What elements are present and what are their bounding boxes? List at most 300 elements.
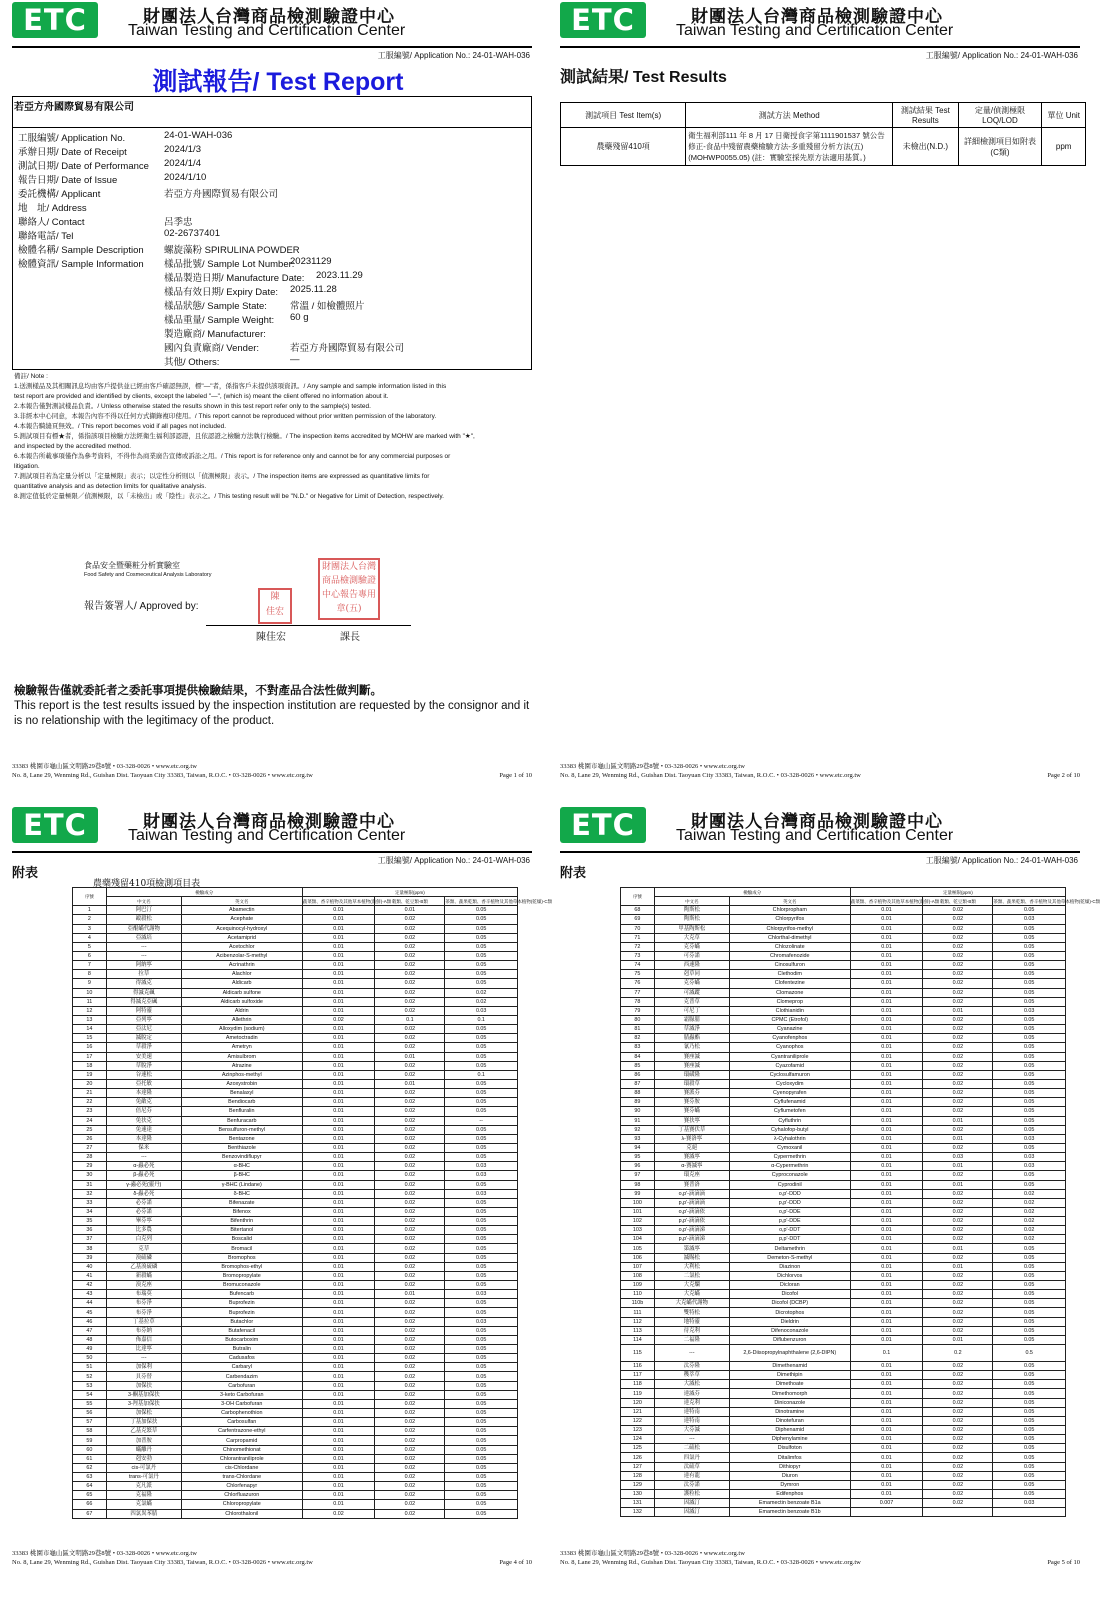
table-row	[621, 997, 1066, 1006]
col-name-en: 英文名	[181, 897, 302, 906]
table-row	[621, 1134, 1066, 1143]
sample-info-value: 2023.11.29	[316, 270, 363, 281]
cell-limit-a: 0.01	[850, 951, 923, 960]
cell-name-en: Aldicarb sulfone	[181, 988, 302, 997]
cell-limit-c: 0.03	[445, 1317, 518, 1326]
cell-limit-a: 0.01	[850, 933, 923, 942]
cell-limit-c: 0.03	[993, 1153, 1066, 1162]
cell-name-cn: 丁基賽伏草	[654, 1125, 729, 1134]
cell-name-cn: 汰硫草	[654, 1462, 729, 1471]
cell-limit-c: 0.05	[993, 1253, 1066, 1262]
cell-name-cn: 二硫松	[654, 1444, 729, 1453]
cell-limit-b: 0.02	[375, 1317, 445, 1326]
header-divider	[12, 46, 532, 48]
table-row	[73, 997, 518, 1006]
cell-limit-c: 0.05	[993, 1462, 1066, 1471]
table-row	[621, 1180, 1066, 1189]
cell-limit-a: 0.01	[850, 1308, 923, 1317]
cell-limit-a: 0.01	[850, 1380, 923, 1389]
table-row	[73, 1244, 518, 1253]
cell-name-cn: 甲基陶斯松	[654, 924, 729, 933]
cell-name-en: Dimethenamid	[729, 1362, 850, 1371]
cell-limit-b: 0.02	[375, 1253, 445, 1262]
cell-limit-c: 0.1	[445, 1070, 518, 1079]
cell-seq: 11	[73, 997, 107, 1006]
cell-limit-a: 0.01	[302, 1107, 375, 1116]
table-row	[73, 1445, 518, 1454]
cell-seq: 119	[621, 1389, 655, 1398]
cell-name-cn: p,p'-滴滴涕	[654, 1235, 729, 1244]
cell-seq: 52	[73, 1372, 107, 1381]
cell-limit-b: 0.02	[375, 1180, 445, 1189]
col-name-cn: 中文名	[654, 897, 729, 906]
cell-name-cn: 加保松	[106, 1409, 181, 1418]
cell-seq: 126	[621, 1453, 655, 1462]
page-header	[556, 805, 1096, 855]
signer-seal: 陳 佳宏	[258, 588, 292, 624]
cell-name-cn: 克芬蟎	[654, 942, 729, 951]
report-page-1	[8, 0, 548, 800]
report-title: 測試報告/ Test Report	[152, 68, 404, 96]
cell-name-cn: 丁基拉草	[106, 1317, 181, 1326]
cell-limit-a: 0.01	[302, 1180, 375, 1189]
cell-limit-c: 0.05	[445, 1061, 518, 1070]
cell-limit-b: 0.02	[375, 1445, 445, 1454]
table-row	[73, 915, 518, 924]
cell-seq: 63	[73, 1473, 107, 1482]
note-line: 1.送測樣品及其相關訊息均由客戶提供並已經由客戶確認無誤，標"—"者，係指客戶未提供該項資訊。/ Any sample and sample information listed in this	[14, 383, 447, 390]
table-row	[73, 1089, 518, 1098]
cell-seq: 42	[73, 1281, 107, 1290]
header-divider	[560, 46, 1080, 48]
cell-name-cn: γ-蟲必死(靈丹)	[106, 1180, 181, 1189]
table-header-row	[73, 888, 518, 897]
cell-seq: 17	[73, 1052, 107, 1061]
cell-limit-a: 0.01	[850, 1034, 923, 1043]
cell-limit-a: 0.01	[850, 1143, 923, 1152]
cell-limit-b: 0.02	[375, 1006, 445, 1015]
cell-limit-a: 0.01	[302, 1482, 375, 1491]
col-limit: 定量極限(ppm)	[302, 888, 517, 897]
cell-name-cn: 因滅汀	[654, 1499, 729, 1508]
cell-limit-a: 0.01	[302, 1454, 375, 1463]
cell-limit-a: 0.01	[302, 1143, 375, 1152]
cell-name-en: 3-OH Carbofuran	[181, 1399, 302, 1408]
table-row	[73, 1418, 518, 1427]
cell-limit-c: 0.03	[993, 915, 1066, 924]
table-row	[73, 924, 518, 933]
cell-limit-a: 0.01	[302, 1034, 375, 1043]
application-number	[378, 50, 530, 61]
cell-name-cn: 乙基溴硫磷	[106, 1262, 181, 1271]
cell-seq: 107	[621, 1262, 655, 1271]
cell-limit-c: 0.05	[993, 1171, 1066, 1180]
cell-seq: 110	[621, 1290, 655, 1299]
cell-seq: 15	[73, 1034, 107, 1043]
cell-limit-a: 0.01	[302, 1226, 375, 1235]
table-row	[621, 1335, 1066, 1344]
cell-limit-b: 0.02	[923, 970, 993, 979]
cell-limit-c: 0.05	[993, 1362, 1066, 1371]
cell-limit-b: 0.02	[923, 1462, 993, 1471]
cell-seq: 28	[73, 1153, 107, 1162]
table-row	[621, 1034, 1066, 1043]
cell-seq: 80	[621, 1015, 655, 1024]
cell-limit-a: 0.01	[302, 1244, 375, 1253]
table-row	[561, 128, 1086, 166]
cell-seq: 122	[621, 1416, 655, 1425]
cell-seq: 88	[621, 1089, 655, 1098]
org-name-en: Taiwan Testing and Certification Center	[676, 22, 954, 39]
table-row	[621, 1070, 1066, 1079]
cell-limit-a: 0.01	[302, 1207, 375, 1216]
cell-name-en: 2,6-Diisopropylnaphthalene (2,6-DIPN)	[729, 1345, 850, 1362]
cell-limit-b: 0.02	[375, 1281, 445, 1290]
table-row	[621, 1308, 1066, 1317]
cell-limit-a: 0.01	[850, 1162, 923, 1171]
cell-name-en: Ametryn	[181, 1043, 302, 1052]
cell-limit-c: 0.05	[445, 1299, 518, 1308]
cell-name-cn: 免扶克	[106, 1116, 181, 1125]
cell-seq: 13	[73, 1015, 107, 1024]
cell-limit-c: 0.05	[445, 1354, 518, 1363]
cell-name-cn: 達有龍	[654, 1471, 729, 1480]
cell-limit-b: 0.02	[375, 961, 445, 970]
cell-name-cn: 護粒松	[654, 1490, 729, 1499]
table-row	[621, 1435, 1066, 1444]
cell-limit-c: 0.05	[445, 1217, 518, 1226]
app-no: 24-01-WAH-036	[472, 856, 530, 865]
cell-limit-a: 0.01	[302, 1098, 375, 1107]
cell-limit-a: 0.01	[302, 1299, 375, 1308]
cell-limit-c: 0.05	[993, 1025, 1066, 1034]
cell-limit-a: 0.01	[302, 1235, 375, 1244]
cell-name-cn: 亞托敏	[106, 1079, 181, 1088]
table-row	[621, 1116, 1066, 1125]
table-row	[621, 1143, 1066, 1152]
cell-name-cn: o,p'-滴滴滴	[654, 1189, 729, 1198]
cell-limit-a: 0.01	[850, 1326, 923, 1335]
field-label: 承辦日期/ Date of Receipt	[18, 147, 127, 158]
cell-limit-c: 0.05	[993, 1407, 1066, 1416]
cell-limit-a: 0.01	[850, 1125, 923, 1134]
cell-name-cn: 可尼丁	[654, 1006, 729, 1015]
cell-seq: 24	[73, 1116, 107, 1125]
field-value: 2024/1/3	[164, 144, 201, 155]
cell-seq: 75	[621, 970, 655, 979]
cell-limit-a: 0.01	[302, 1317, 375, 1326]
cell-limit-a: 0.01	[302, 1372, 375, 1381]
cell-limit-a: 0.01	[850, 1098, 923, 1107]
cell-limit-a: 0.01	[850, 1290, 923, 1299]
cell-limit-c: 0.03	[445, 1162, 518, 1171]
cell-limit-c: 0.05	[993, 1335, 1066, 1344]
cell-limit-a: 0.01	[850, 1299, 923, 1308]
cell-limit-a: 0.01	[302, 1463, 375, 1472]
cell-limit-c: 0.05	[445, 933, 518, 942]
cell-limit-b: 0.02	[375, 988, 445, 997]
cell-seq: 23	[73, 1107, 107, 1116]
cell-limit-a: 0.01	[850, 1079, 923, 1088]
cell-limit-b: 0.02	[375, 1061, 445, 1070]
cell-name-cn: ---	[106, 1354, 181, 1363]
cell-name-cn: 達克利	[654, 1398, 729, 1407]
cell-name-cn: 雙特松	[654, 1308, 729, 1317]
table-row	[621, 1162, 1066, 1171]
approved-by: 報告簽署人/ Approved by:	[84, 601, 199, 612]
header-divider	[12, 851, 532, 853]
cell-limit-b: 0.02	[375, 1482, 445, 1491]
cell-seq: 50	[73, 1354, 107, 1363]
table-row	[73, 1281, 518, 1290]
app-label: 工服編號/ Application No.:	[377, 856, 471, 865]
footer-address-en: No. 8, Lane 29, Wenming Rd., Guishan Dist. Taoyuan City 33383, Taiwan, R.O.C. • 03-328-0026 • www.etc.org.tw	[12, 772, 313, 779]
cell-limit-a: 0.01	[302, 1363, 375, 1372]
table-row	[621, 1380, 1066, 1389]
cell-limit-c: 0.05	[993, 951, 1066, 960]
cell-name-en: Carbofuran	[181, 1381, 302, 1390]
cell-seq: 98	[621, 1180, 655, 1189]
sample-info-value: 20231129	[290, 256, 332, 267]
cell-name-en: Clomazone	[729, 988, 850, 997]
cell-limit-b: 0.02	[375, 1162, 445, 1171]
cell-limit-c: 0.05	[993, 1061, 1066, 1070]
cell-limit-c: 0.05	[445, 1134, 518, 1143]
table-row	[621, 961, 1066, 970]
cell-seq: 33	[73, 1198, 107, 1207]
cell-name-en: Benalaxyl	[181, 1089, 302, 1098]
cell-name-en: Carbaryl	[181, 1363, 302, 1372]
cell-limit-c: 0.05	[993, 906, 1066, 915]
cell-seq: 21	[73, 1089, 107, 1098]
table-row	[73, 1217, 518, 1226]
cell-limit-a: 0.01	[850, 1198, 923, 1207]
cell-limit-b: 0.02	[923, 1416, 993, 1425]
cell-name-cn: 本達隆	[106, 1134, 181, 1143]
cell-limit-c: 0.05	[445, 1153, 518, 1162]
cell-limit-c: 0.05	[993, 1107, 1066, 1116]
cell-limit-a: 0.01	[850, 1490, 923, 1499]
cell-limit-b: 0.02	[923, 1281, 993, 1290]
cell-seq: 94	[621, 1143, 655, 1152]
cell-name-en: Buprofezin	[181, 1308, 302, 1317]
cell-limit-b: 0.02	[923, 1480, 993, 1489]
cell-seq: 8	[73, 970, 107, 979]
org-name-cn: 財團法人台灣商品檢測驗證中心	[143, 812, 395, 832]
cell-limit-a: 0.01	[850, 1171, 923, 1180]
field-value: 呂季忠	[164, 217, 193, 228]
cell-name-en: Diazinon	[729, 1262, 850, 1271]
cell-limit-c: 0.1	[445, 1015, 518, 1024]
cell-limit-b: 0.01	[923, 1134, 993, 1143]
cell-limit-b: 0.1	[375, 1015, 445, 1024]
cell-limit-a: 0.01	[850, 1006, 923, 1015]
cell-limit-a: 0.01	[302, 1308, 375, 1317]
cell-limit-c: 0.05	[993, 1416, 1066, 1425]
application-number	[378, 855, 530, 866]
cell-limit-b: 0.02	[375, 1454, 445, 1463]
cell-limit-a: 0.02	[302, 1509, 375, 1518]
cell-name-en: Bifenazate	[181, 1198, 302, 1207]
cell-limit-c: 0.05	[993, 979, 1066, 988]
cell-name-cn: ---	[654, 1435, 729, 1444]
cell-limit-a: 0.01	[850, 1389, 923, 1398]
cell-limit-a: 0.01	[302, 970, 375, 979]
cell-limit-a: 0.01	[850, 1407, 923, 1416]
page-footer	[560, 762, 1080, 780]
cell-limit-b: 0.02	[923, 1061, 993, 1070]
cell-limit-a: 0.01	[850, 961, 923, 970]
cell-limit-b: 0.02	[375, 1381, 445, 1390]
cell-name-en: Aldicarb	[181, 979, 302, 988]
cell-limit-a: 0.01	[850, 997, 923, 1006]
notes	[14, 372, 534, 502]
cell-seq: 37	[73, 1235, 107, 1244]
cell-limit-a: 0.01	[850, 988, 923, 997]
cell-name-en: Dymron	[729, 1480, 850, 1489]
cell-seq: 56	[73, 1409, 107, 1418]
cell-limit-b: 0.02	[923, 1362, 993, 1371]
app-label: 工服編號/ Application No.:	[925, 51, 1019, 60]
cell-limit-a: 0.01	[850, 942, 923, 951]
cell-name-en: Chlorpyrifos-methyl	[729, 924, 850, 933]
cell-seq: 16	[73, 1043, 107, 1052]
cell-limit-c: 0.05	[993, 1070, 1066, 1079]
cell-name-cn: 賽派芬	[654, 1089, 729, 1098]
table-row	[621, 1253, 1066, 1262]
table-row	[621, 1490, 1066, 1499]
field-value: 02-26737401	[164, 228, 220, 239]
cell-seq: 10	[73, 988, 107, 997]
cell-limit-b: 0.02	[375, 1399, 445, 1408]
cell-name-en: Diniconazole	[729, 1398, 850, 1407]
cell-seq: 32	[73, 1189, 107, 1198]
cell-name-en: Acibenzolar-S-methyl	[181, 951, 302, 960]
cell-name-cn: 四氯丹	[654, 1453, 729, 1462]
cell-name-cn: 畢芬寧	[106, 1217, 181, 1226]
cell-limit-c: 0.05	[445, 1454, 518, 1463]
etc-logo: ETC	[12, 2, 98, 38]
cell-limit-b: 0.02	[375, 1235, 445, 1244]
cell-limit-a: 0.01	[850, 1398, 923, 1407]
cell-limit-a: 0.01	[850, 1061, 923, 1070]
cell-limit-c: 0.05	[993, 1380, 1066, 1389]
cell-name-en: Cyanophos	[729, 1043, 850, 1052]
cell-limit-b: 0.02	[375, 924, 445, 933]
cell-limit-a: 0.01	[302, 1061, 375, 1070]
cell-unit: ppm	[1042, 128, 1086, 166]
col-name-en: 英文名	[729, 897, 850, 906]
cell-limit-b: 0.02	[923, 1089, 993, 1098]
table-row	[73, 1427, 518, 1436]
cell-name-en: Edifenphos	[729, 1490, 850, 1499]
table-row	[73, 1271, 518, 1280]
cell-limit-b: 0.02	[923, 1171, 993, 1180]
cell-limit-a: 0.01	[850, 1015, 923, 1024]
cell-limit-b: 0.02	[375, 1125, 445, 1134]
table-row	[621, 1262, 1066, 1271]
cell-limit-b: 0.02	[375, 1098, 445, 1107]
table-row	[73, 979, 518, 988]
cell-name-cn: 滅賜松	[654, 1253, 729, 1262]
cell-name-en: α-Cypermethrin	[729, 1162, 850, 1171]
cell-name-en: Carbendazim	[181, 1372, 302, 1381]
cell-seq: 132	[621, 1508, 655, 1517]
cell-limit-c: 0.02	[993, 1198, 1066, 1207]
cell-limit-a	[850, 1508, 923, 1517]
table-row	[73, 1290, 518, 1299]
cell-seq: 2	[73, 915, 107, 924]
cell-name-en: Cymoxanil	[729, 1143, 850, 1152]
field-label: 委託機構/ Applicant	[18, 189, 101, 200]
cell-limit-c: 0.05	[445, 1509, 518, 1518]
cell-limit-a: 0.01	[850, 1271, 923, 1280]
table-row	[621, 1480, 1066, 1489]
cell-name-en: Demeton-S-methyl	[729, 1253, 850, 1262]
cell-name-en: trans-Chlordane	[181, 1473, 302, 1482]
cell-limit-b: 0.02	[923, 1043, 993, 1052]
cell-limit-b: 0.02	[923, 988, 993, 997]
cell-limit-c: 0.05	[993, 1290, 1066, 1299]
cell-limit-b: 0.02	[375, 1463, 445, 1472]
table-row	[73, 1061, 518, 1070]
page-number: Page 1 of 10	[499, 772, 532, 779]
cell-limit-a: 0.02	[302, 1015, 375, 1024]
cell-name-cn: 克福隆	[106, 1491, 181, 1500]
table-row	[73, 1253, 518, 1262]
cell-limit-c: 0.05	[445, 1399, 518, 1408]
cell-limit-c: 0.05	[993, 1426, 1066, 1435]
cell-limit-b: 0.02	[923, 1079, 993, 1088]
cell-limit-c: 0.05	[445, 1253, 518, 1262]
etc-logo: ETC	[560, 807, 646, 843]
cell-limit-c: 0.05	[993, 1490, 1066, 1499]
cell-limit-c: 0.05	[993, 1244, 1066, 1253]
cell-seq: 48	[73, 1335, 107, 1344]
cell-limit-b: 0.02	[923, 1471, 993, 1480]
cell-limit-a: 0.01	[302, 1198, 375, 1207]
org-name-en: Taiwan Testing and Certification Center	[128, 22, 406, 39]
cell-seq: 79	[621, 1006, 655, 1015]
cell-limit-b: 0.02	[375, 951, 445, 960]
cell-limit-b: 0.02	[923, 1308, 993, 1317]
cell-name-en: Carfentrazone-ethyl	[181, 1427, 302, 1436]
cell-limit-b: 0.02	[375, 1153, 445, 1162]
cell-name-en: Dicofol	[729, 1290, 850, 1299]
cell-limit-b: 0.01	[375, 1052, 445, 1061]
cell-name-en: Cyclosulfamuron	[729, 1070, 850, 1079]
cell-name-en: Diflubenzuron	[729, 1335, 850, 1344]
col-seq: 序號	[73, 888, 107, 906]
cell-name-en: Cyanofenphos	[729, 1034, 850, 1043]
table-row	[73, 1473, 518, 1482]
cell-name-en: Acrinathrin	[181, 961, 302, 970]
cell-limit-a: 0.01	[850, 1025, 923, 1034]
cell-limit-a: 0.01	[302, 961, 375, 970]
field-value: 螺旋藻粉 SPIRULINA POWDER	[164, 245, 300, 256]
cell-name-en: Bensulfuron-methyl	[181, 1125, 302, 1134]
cell-limit-c: 0.05	[445, 924, 518, 933]
page-number: Page 2 of 10	[1047, 772, 1080, 779]
cell-name-cn: 谷速松	[106, 1070, 181, 1079]
cell-seq: 26	[73, 1134, 107, 1143]
cell-limit-c: 0.05	[993, 1326, 1066, 1335]
cell-limit-c: 0.5	[993, 1345, 1066, 1362]
cell-limit-a: 0.01	[302, 1052, 375, 1061]
cell-name-cn: 阿巴汀	[106, 906, 181, 915]
cell-seq: 131	[621, 1499, 655, 1508]
table-row	[73, 1198, 518, 1207]
